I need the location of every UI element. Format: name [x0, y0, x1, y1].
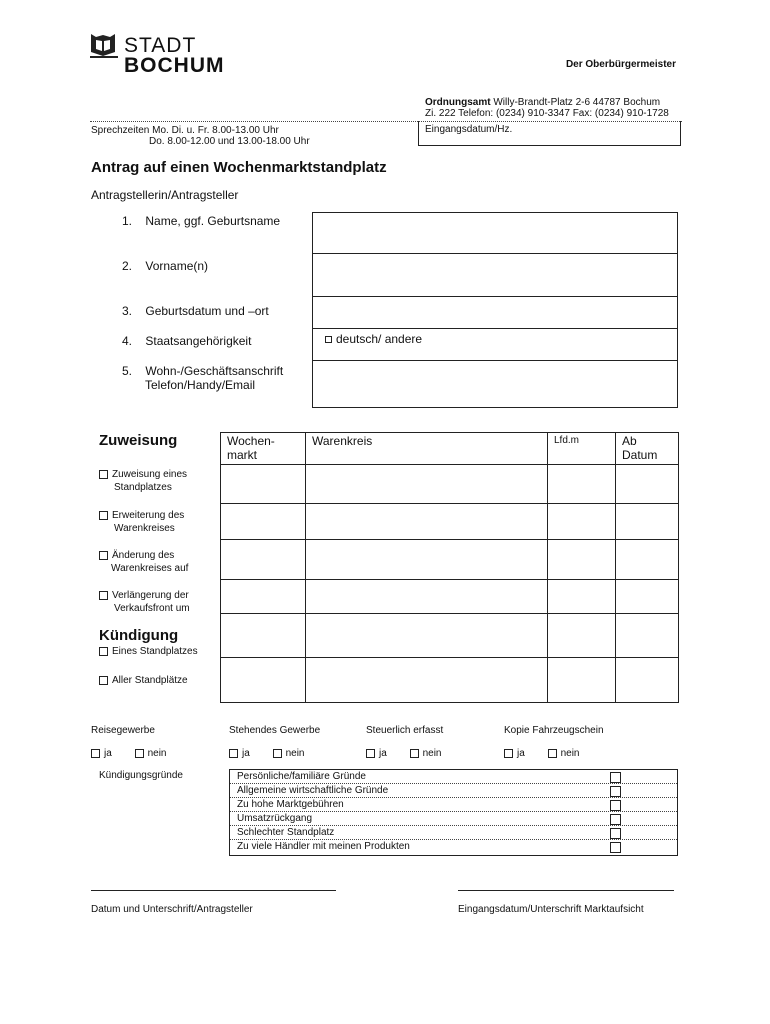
reason-checkbox[interactable]: [610, 772, 621, 783]
applicant-input-column: [312, 212, 678, 408]
option-label: Erweiterung des: [112, 510, 185, 521]
table-cell[interactable]: [548, 658, 616, 703]
termination-option-2[interactable]: [99, 675, 188, 686]
option-label: Änderung des: [112, 550, 175, 561]
checkbox[interactable]: [99, 647, 108, 656]
nationality-input[interactable]: [313, 329, 677, 361]
checkbox-no[interactable]: [548, 749, 557, 758]
reason-checkbox[interactable]: [610, 800, 621, 811]
table-cell[interactable]: [306, 580, 548, 614]
no-label: nein: [560, 748, 580, 759]
col-no-label: Lfd.m: [554, 435, 580, 446]
assignment-option-2[interactable]: [99, 510, 184, 534]
checkbox[interactable]: [99, 591, 108, 600]
reason-checkbox[interactable]: [610, 842, 621, 853]
question-options: [91, 748, 166, 759]
assignment-table: [220, 432, 679, 703]
table-row: [221, 580, 679, 614]
table-cell[interactable]: [221, 614, 306, 658]
table-cell[interactable]: [221, 465, 306, 504]
option-label-2: Verkaufsfront um: [114, 603, 190, 614]
field-label: Wohn-/Geschäftsanschrift: [145, 364, 284, 378]
checkbox[interactable]: [99, 676, 108, 685]
table-row: [221, 614, 679, 658]
assignment-option-4[interactable]: [99, 590, 190, 614]
question-fahrzeugschein: [504, 725, 604, 759]
field-label-2: Telefon/Handy/Email: [145, 378, 256, 392]
table-row: [221, 658, 679, 703]
address-input[interactable]: [313, 361, 677, 405]
question-label: Stehendes Gewerbe: [229, 725, 321, 736]
reason-checkbox[interactable]: [610, 814, 621, 825]
table-cell[interactable]: [548, 504, 616, 540]
office-contact: Zi. 222 Telefon: (0234) 910-3347 Fax: (0234) 910-1728: [425, 108, 669, 119]
col-from-line1: Ab: [622, 434, 637, 448]
reason-checkbox[interactable]: [610, 828, 621, 839]
reason-row[interactable]: [230, 784, 677, 798]
reason-row[interactable]: [230, 812, 677, 826]
no-label: nein: [285, 748, 305, 759]
table-cell[interactable]: [221, 658, 306, 703]
question-label: Kopie Fahrzeugschein: [504, 725, 604, 736]
office-name: Ordnungsamt: [425, 97, 491, 108]
yes-label: ja: [104, 748, 112, 759]
birth-input[interactable]: [313, 297, 677, 329]
col-goods-label: Warenkreis: [312, 434, 373, 448]
question-options: [229, 748, 320, 759]
table-cell[interactable]: [616, 504, 679, 540]
option-label-2: Warenkreises: [114, 523, 175, 534]
reason-row[interactable]: [230, 840, 677, 854]
table-row: [221, 540, 679, 580]
reason-label: Zu hohe Marktgebühren: [237, 799, 344, 810]
table-cell[interactable]: [548, 465, 616, 504]
checkbox-no[interactable]: [135, 749, 144, 758]
field-label-nationality: [122, 334, 251, 348]
city-name-line2: BOCHUM: [124, 54, 225, 77]
table-cell[interactable]: [616, 465, 679, 504]
assignment-heading: Zuweisung: [99, 432, 178, 449]
option-label: Zuweisung eines: [112, 469, 188, 480]
checkbox-yes[interactable]: [91, 749, 100, 758]
option-label-2: Warenkreises auf: [111, 563, 189, 574]
field-label: Geburtsdatum und –ort: [145, 304, 269, 318]
reason-checkbox[interactable]: [610, 786, 621, 797]
field-num: 3.: [122, 304, 133, 318]
office-hours: [91, 125, 310, 147]
reason-row[interactable]: [230, 826, 677, 840]
reason-label: Zu viele Händler mit meinen Produkten: [237, 841, 410, 852]
question-label: Steuerlich erfasst: [366, 725, 444, 736]
reason-label: Schlechter Standplatz: [237, 827, 335, 838]
reason-label: Persönliche/familiäre Gründe: [237, 771, 366, 782]
col-market-line1: Wochen-: [227, 434, 275, 448]
yes-label: ja: [517, 748, 525, 759]
field-label: Staatsangehörigkeit: [145, 334, 252, 348]
reasons-box: [229, 769, 678, 856]
table-row: [221, 465, 679, 504]
option-label: Eines Standplatzes: [112, 646, 198, 657]
question-reisegewerbe: [91, 725, 166, 759]
firstname-input[interactable]: [313, 254, 677, 297]
office-address: Willy-Brandt-Platz 2-6 44787 Bochum: [493, 97, 661, 108]
assignment-option-1[interactable]: [99, 469, 187, 493]
col-from-line2: Datum: [622, 448, 658, 462]
nationality-checkbox[interactable]: [325, 336, 332, 343]
reason-row[interactable]: [230, 798, 677, 812]
table-header-row: [221, 433, 679, 465]
question-options: [366, 748, 443, 759]
nationality-option: deutsch/ andere: [336, 332, 423, 346]
question-label: Reisegewerbe: [91, 725, 155, 736]
checkbox-no[interactable]: [273, 749, 282, 758]
reason-row[interactable]: [230, 770, 677, 784]
question-steuerlich: [366, 725, 443, 759]
yes-label: ja: [242, 748, 250, 759]
mayor-label: Der Oberbürgermeister: [565, 59, 676, 70]
col-goods-header: [306, 433, 548, 465]
field-num: 4.: [122, 334, 133, 348]
field-label-address: [122, 364, 283, 392]
city-logo: [90, 30, 240, 76]
col-from-header: [616, 433, 679, 465]
form-title: Antrag auf einen Wochenmarktstandplatz: [91, 159, 387, 176]
checkbox-yes[interactable]: [366, 749, 375, 758]
option-label-2: Standplatzes: [114, 482, 172, 493]
office-block: [425, 97, 685, 119]
checkbox-yes[interactable]: [504, 749, 513, 758]
table-cell[interactable]: [306, 614, 548, 658]
reason-label: Umsatzrückgang: [237, 813, 313, 824]
option-label: Aller Standplätze: [112, 675, 188, 686]
termination-option-1[interactable]: [99, 646, 198, 657]
receipt-box[interactable]: [418, 121, 681, 146]
table-cell[interactable]: [221, 504, 306, 540]
field-label: Vorname(n): [145, 259, 209, 273]
hours-line2: Do. 8.00-12.00 und 13.00-18.00 Uhr: [149, 136, 310, 147]
no-label: nein: [147, 748, 167, 759]
checkbox-yes[interactable]: [229, 749, 238, 758]
supervision-signature-label: Eingangsdatum/Unterschrift Marktaufsicht: [458, 904, 644, 915]
applicant-signature-line[interactable]: [91, 890, 336, 891]
field-num: 5.: [122, 364, 133, 378]
option-label: Verlängerung der: [112, 590, 189, 601]
field-label-firstname: [122, 259, 208, 273]
field-label-name: [122, 214, 280, 228]
table-row: [221, 504, 679, 540]
book-crest-icon: [90, 32, 116, 58]
field-label: Name, ggf. Geburtsname: [145, 214, 281, 228]
city-name-line1: STADT: [124, 34, 197, 57]
table-cell[interactable]: [306, 658, 548, 703]
table-cell[interactable]: [306, 504, 548, 540]
receipt-label: Eingangsdatum/Hz.: [425, 124, 513, 135]
question-options: [504, 748, 604, 759]
table-cell[interactable]: [548, 614, 616, 658]
field-num: 2.: [122, 259, 133, 273]
reasons-label: Kündigungsgründe: [99, 770, 183, 781]
table-cell[interactable]: [306, 540, 548, 580]
supervision-signature-line[interactable]: [458, 890, 674, 891]
table-cell[interactable]: [221, 540, 306, 580]
col-market-header: [221, 433, 306, 465]
yes-label: ja: [379, 748, 387, 759]
no-label: nein: [422, 748, 442, 759]
field-label-birth: [122, 304, 269, 318]
checkbox-no[interactable]: [410, 749, 419, 758]
hours-line1: Sprechzeiten Mo. Di. u. Fr. 8.00-13.00 Uhr: [91, 125, 279, 136]
checkbox[interactable]: [99, 511, 108, 520]
termination-heading: Kündigung: [99, 627, 179, 644]
question-stehendes-gewerbe: [229, 725, 320, 759]
table-cell[interactable]: [616, 540, 679, 580]
table-cell[interactable]: [616, 580, 679, 614]
col-market-line2: markt: [227, 448, 257, 462]
name-input[interactable]: [313, 213, 677, 254]
applicant-heading: Antragstellerin/Antragsteller: [91, 188, 239, 202]
table-cell[interactable]: [616, 614, 679, 658]
table-cell[interactable]: [306, 465, 548, 504]
table-cell[interactable]: [221, 580, 306, 614]
table-cell[interactable]: [548, 580, 616, 614]
assignment-option-3[interactable]: [99, 550, 188, 574]
col-no-header: [548, 433, 616, 465]
table-cell[interactable]: [616, 658, 679, 703]
field-num: 1.: [122, 214, 133, 228]
reason-label: Allgemeine wirtschaftliche Gründe: [237, 785, 389, 796]
applicant-signature-label: Datum und Unterschrift/Antragsteller: [91, 904, 253, 915]
checkbox[interactable]: [99, 551, 108, 560]
table-cell[interactable]: [548, 540, 616, 580]
checkbox[interactable]: [99, 470, 108, 479]
